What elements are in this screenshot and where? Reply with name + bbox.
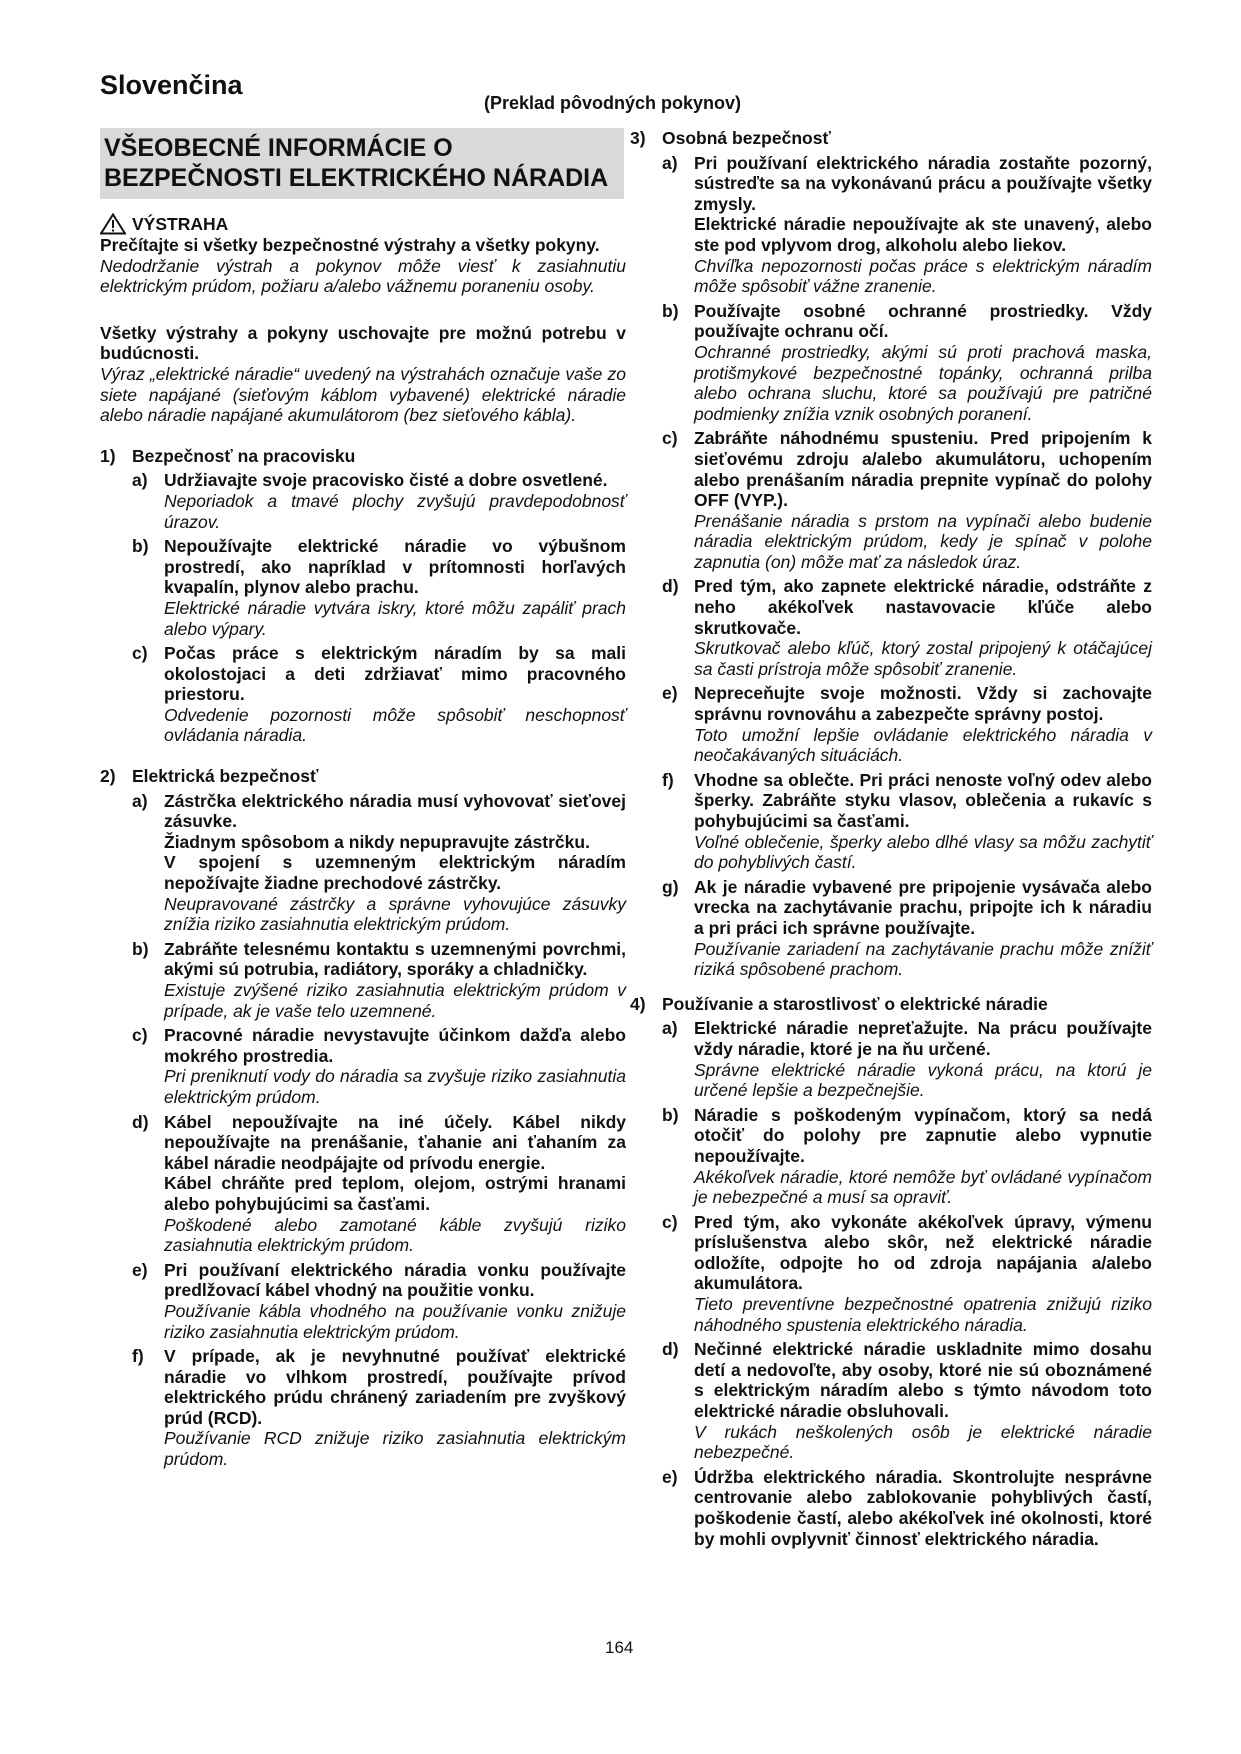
- list-item: [100, 643, 626, 746]
- item-explanation: Chvíľka nepozornosti počas práce s elektrickým náradím môže spôsobiť vážne zranenie.: [694, 255, 1152, 297]
- warning-header: [100, 213, 626, 235]
- list-item: [100, 1260, 626, 1342]
- item-instruction: Zabráňte náhodnému spusteniu. Pred pripojením k sieťovému zdroju a/alebo akumulátoru, uchopením alebo prenášaním náradia prepnite vypínač do polohy OFF (VYP.).: [694, 428, 1152, 511]
- item-letter: g): [662, 876, 679, 897]
- item-explanation: Neupravované zástrčky a správne vyhovujúce zásuvky znížia riziko zasiahnutia elektrickým prúdom.: [164, 893, 626, 935]
- warning-label: VÝSTRAHA: [132, 213, 229, 234]
- item-instruction: Pracovné náradie nevystavujte účinkom dažďa alebo mokrého prostredia.: [164, 1025, 626, 1066]
- item-letter: a): [662, 152, 678, 173]
- warning-triangle-icon: [100, 213, 126, 235]
- item-instruction: Pri používaní elektrického náradia zostaňte pozorný, sústreďte sa na vykonávanú prácu a používajte všetky zmysly.: [694, 152, 1152, 214]
- item-instruction: Ak je náradie vybavené pre pripojenie vysávača alebo vrecka na zachytávanie prachu, pripojte ich k náradiu a pri práci ich správne používajte.: [694, 876, 1152, 938]
- list-item: [100, 536, 626, 639]
- list-item: [630, 1212, 1152, 1336]
- item-instruction: Vhodne sa oblečte. Pri práci nenoste voľný odev alebo šperky. Zabráňte styku vlasov, oblečenia a rukavíc s pohybujúcimi sa časťami.: [694, 769, 1152, 831]
- item-explanation: V rukách neškolených osôb je elektrické náradie nebezpečné.: [694, 1421, 1152, 1463]
- item-explanation: Toto umožní lepšie ovládanie elektrického náradia v neočakávaných situáciách.: [694, 724, 1152, 766]
- item-letter: b): [662, 300, 679, 321]
- item-explanation: Tieto preventívne bezpečnostné opatrenia znižujú riziko náhodného spustenia elektrického náradia.: [694, 1294, 1152, 1335]
- item-letter: e): [132, 1259, 148, 1280]
- item-instruction: Zástrčka elektrického náradia musí vyhovovať sieťovej zásuvke.: [164, 790, 626, 832]
- item-letter: c): [662, 428, 678, 449]
- item-explanation: Pri preniknutí vody do náradia sa zvyšuje riziko zasiahnutia elektrickým prúdom.: [164, 1066, 626, 1107]
- section-4-heading: [630, 994, 1152, 1015]
- list-item: [630, 877, 1152, 980]
- item-instruction: Nepreceňujte svoje možnosti. Vždy si zachovajte správnu rovnováhu a zabezpečte správny postoj.: [694, 683, 1152, 725]
- page-number: 164: [605, 1638, 634, 1657]
- section-2-heading: [100, 766, 626, 787]
- translation-note: (Preklad pôvodných pokynov): [484, 93, 742, 113]
- item-instruction: Náradie s poškodeným vypínačom, ktorý sa nedá otočiť do polohy pre zapnutie alebo vypnutie nepoužívajte.: [694, 1104, 1152, 1166]
- item-explanation: Voľné oblečenie, šperky alebo dlhé vlasy sa môžu zachytiť do pohyblivých častí.: [694, 831, 1152, 873]
- item-explanation: Akékoľvek náradie, ktoré nemôže byť ovládané vypínačom je nebezpečné a musí sa opraviť.: [694, 1166, 1152, 1208]
- left-column: [100, 128, 626, 1470]
- item-explanation: Skrutkovač alebo kľúč, ktorý zostal pripojený k otáčajúcej sa časti prístroja môže spôsobiť zranenie.: [694, 638, 1152, 679]
- item-letter: e): [662, 1466, 678, 1487]
- item-letter: d): [662, 576, 679, 597]
- item-instruction: Pri používaní elektrického náradia vonku používajte predlžovací kábel vhodný na použitie vonku.: [164, 1259, 626, 1301]
- list-item: [100, 939, 626, 1021]
- main-title: VŠEOBECNÉ INFORMÁCIE O BEZPEČNOSTI ELEKTRICKÉHO NÁRADIA: [100, 128, 624, 199]
- item-instruction: Pred tým, ako zapnete elektrické náradie, odstráňte z neho akékoľvek nastavovacie kľúče alebo skrutkovače.: [694, 576, 1152, 638]
- section-title: Používanie a starostlivosť o elektrické náradie: [662, 993, 1048, 1014]
- item-instruction: Pred tým, ako vykonáte akékoľvek úpravy, výmenu príslušenstva alebo skôr, než elektrické náradie odložíte, odpojte ho od zdroja napájania a/alebo akumulátora.: [694, 1211, 1152, 1294]
- item-letter: a): [132, 470, 148, 491]
- section-number: 2): [100, 766, 116, 787]
- list-item: [630, 1339, 1152, 1463]
- item-explanation: Existuje zvýšené riziko zasiahnutia elektrickým prúdom v prípade, ak je vaše telo uzemnené.: [164, 980, 626, 1021]
- section-3-heading: [630, 128, 1152, 149]
- item-explanation: Používanie RCD znižuje riziko zasiahnutia elektrickým prúdom.: [164, 1428, 626, 1470]
- item-instruction-2: Žiadnym spôsobom a nikdy nepupravujte zástrčku.: [164, 831, 590, 852]
- item-letter: a): [662, 1018, 678, 1039]
- item-letter: e): [662, 683, 678, 704]
- section-1-heading: [100, 446, 626, 467]
- section-number: 1): [100, 445, 116, 466]
- list-item: [100, 1112, 626, 1256]
- item-instruction: Nečinné elektrické náradie uskladnite mimo dosahu detí a nedovoľte, aby osoby, ktoré nie sú oboznámené s elektrickým náradím alebo s týmto návodom toto elektrické náradie obsluhovali.: [694, 1339, 1152, 1422]
- item-explanation: Poškodené alebo zamotané káble zvyšujú riziko zasiahnutia elektrickým prúdom.: [164, 1214, 626, 1256]
- item-letter: f): [132, 1346, 144, 1367]
- item-letter: c): [132, 1025, 148, 1046]
- section-title: Elektrická bezpečnosť: [132, 766, 319, 787]
- list-item: [630, 1018, 1152, 1100]
- list-item: [630, 770, 1152, 873]
- list-item: [630, 576, 1152, 679]
- item-explanation: Prenášanie náradia s prstom na vypínači alebo budenie náradia elektrickým prúdom, kedy je spínač v polohe zapnutia (on) môže mať za následok úraz.: [694, 510, 1152, 572]
- item-letter: c): [662, 1211, 678, 1232]
- warning-bold-1: Prečítajte si všetky bezpečnostné výstrahy a všetky pokyny.: [100, 235, 600, 255]
- list-item: [630, 428, 1152, 572]
- item-letter: c): [132, 643, 148, 664]
- item-explanation: Odvedenie pozornosti môže spôsobiť neschopnosť ovládania náradia.: [164, 704, 626, 746]
- item-instruction: Udržiavajte svoje pracovisko čisté a dobre osvetlené.: [164, 470, 608, 491]
- item-instruction-2: Kábel chráňte pred teplom, olejom, ostrými hranami alebo pohybujúcimi sa časťami.: [164, 1173, 626, 1214]
- language-heading: Slovenčina: [100, 70, 243, 100]
- section-title: Osobná bezpečnosť: [662, 128, 831, 148]
- item-explanation: Používanie kábla vhodného na používanie vonku znižuje riziko zasiahnutia elektrickým prúdom.: [164, 1300, 626, 1342]
- item-explanation: Elektrické náradie vytvára iskry, ktoré môžu zapáliť prach alebo výpary.: [164, 597, 626, 639]
- item-instruction: Používajte osobné ochranné prostriedky. Vždy používajte ochranu očí.: [694, 300, 1152, 342]
- list-item: [630, 1467, 1152, 1549]
- item-instruction-3: V spojení s uzemneným elektrickým náradím nepožívajte žiadne prechodové zástrčky.: [164, 852, 626, 894]
- section-number: 3): [630, 128, 646, 148]
- list-item: [630, 301, 1152, 425]
- item-explanation: Správne elektrické náradie vykoná prácu, na ktorú je určené lepšie a bezpečnejšie.: [694, 1059, 1152, 1101]
- item-instruction: Zabráňte telesnému kontaktu s uzemnenými povrchmi, akými sú potrubia, radiátory, sporáky a chladničky.: [164, 938, 626, 980]
- item-letter: b): [132, 938, 149, 959]
- item-letter: f): [662, 769, 674, 790]
- warning-bold-2: Všetky výstrahy a pokyny uschovajte pre možnú potrebu v budúcnosti.: [100, 322, 626, 364]
- warning-italic-2: Výraz „elektrické náradie“ uvedený na výstrahách označuje vaše zo siete napájané (sieťovým káblom vybavené) elektrické náradie alebo náradie napájané akumulátorom (bez sieťového kábla).: [100, 363, 626, 426]
- item-letter: a): [132, 790, 148, 811]
- item-instruction: Nepoužívajte elektrické náradie vo výbušnom prostredí, ako napríklad v prítomnosti horľavých kvapalín, plynov alebo prachu.: [164, 536, 626, 598]
- item-letter: d): [132, 1111, 149, 1132]
- item-letter: d): [662, 1339, 679, 1360]
- item-instruction: Elektrické náradie nepreťažujte. Na prácu používajte vždy náradie, ktoré je na ňu určené.: [694, 1018, 1152, 1059]
- item-explanation: Neporiadok a tmavé plochy zvyšujú pravdepodobnosť úrazov.: [164, 490, 626, 532]
- list-item: [100, 470, 626, 532]
- list-item: [630, 683, 1152, 765]
- item-explanation: Používanie zariadení na zachytávanie prachu môže znížiť riziká spôsobené prachom.: [694, 938, 1152, 980]
- item-letter: b): [132, 536, 149, 557]
- item-explanation: Ochranné prostriedky, akými sú proti prachová maska, protišmykové bezpečnostné topánky, ochranná prilba alebo ochrana sluchu, ktoré sa používajú pre patričné podmienky znížia vznik osobných poranení.: [694, 341, 1152, 424]
- item-instruction: V prípade, ak je nevyhnutné používať elektrické náradie vo vlhkom prostredí, používajte prívod elektrického prúdu chránený zariadením pre zvyškový prúd (RCD).: [164, 1346, 626, 1428]
- item-instruction-2: Elektrické náradie nepoužívajte ak ste unavený, alebo ste pod vplyvom drog, alkoholu alebo liekov.: [694, 214, 1152, 255]
- list-item: [630, 153, 1152, 297]
- item-instruction: Kábel nepoužívajte na iné účely. Kábel nikdy nepoužívajte na prenášanie, ťahanie ani ťahaním za kábel náradie neodpájajte od prívodu energie.: [164, 1111, 626, 1173]
- list-item: [100, 1346, 626, 1470]
- list-item: [100, 1025, 626, 1107]
- list-item: [100, 791, 626, 935]
- item-instruction: Údržba elektrického náradia. Skontrolujte nesprávne centrovanie alebo zablokovanie pohyblivých častí, poškodenie častí, alebo akékoľvek iné okolnosti, ktoré by mohli ovplyvniť činnosť elektrického náradia.: [694, 1466, 1152, 1549]
- section-title: Bezpečnosť na pracovisku: [132, 445, 356, 466]
- item-instruction: Počas práce s elektrickým náradím by sa mali okolostojaci a deti zdržiavať mimo pracovného priestoru.: [164, 643, 626, 705]
- list-item: [630, 1105, 1152, 1208]
- section-number: 4): [630, 993, 646, 1014]
- right-column: [630, 128, 1152, 1549]
- warning-italic-1: Nedodržanie výstrah a pokynov môže viesť k zasiahnutiu elektrickým prúdom, požiaru a/alebo vážnemu poraneniu osoby.: [100, 255, 626, 297]
- item-letter: b): [662, 1104, 679, 1125]
